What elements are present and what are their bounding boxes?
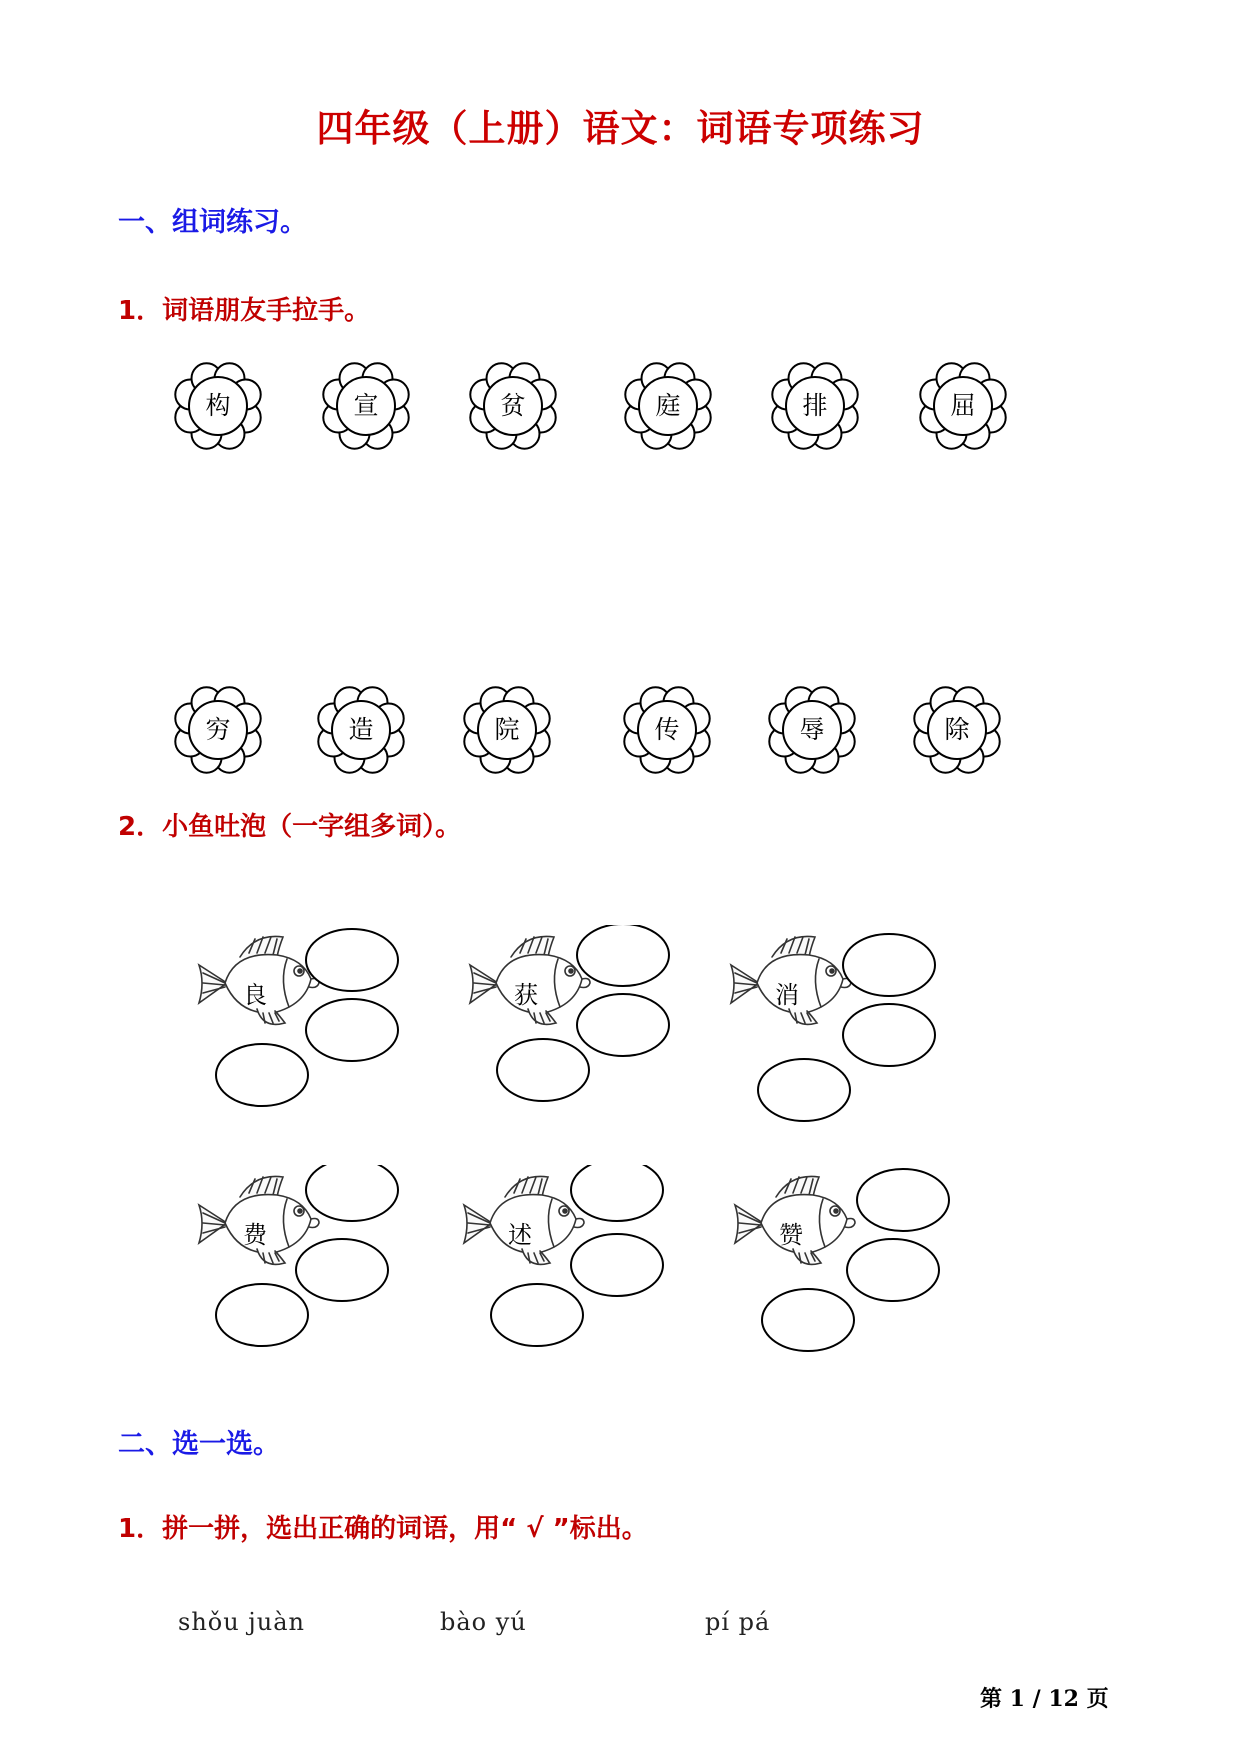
flower-character: 辱 (799, 715, 825, 744)
section-2-heading: 二、选一选。 (118, 1429, 280, 1460)
fish-icon (731, 1165, 981, 1365)
page-title: 四年级（上册）语文：词语专项练习 (316, 106, 925, 150)
answer-bubble[interactable] (306, 1165, 398, 1221)
answer-bubble[interactable] (577, 994, 669, 1056)
flower-character: 贫 (500, 391, 526, 420)
fish-group (460, 1165, 710, 1365)
fish-group (731, 1165, 981, 1365)
answer-bubble[interactable] (577, 925, 669, 986)
flower-character: 构 (205, 391, 231, 420)
answer-bubble[interactable] (762, 1289, 854, 1351)
flower-item (170, 358, 266, 454)
fish-character: 消 (775, 981, 799, 1009)
flower-item (764, 682, 860, 778)
flower-character: 院 (494, 715, 520, 744)
answer-bubble[interactable] (843, 934, 935, 996)
section-1-heading: 一、组词练习。 (118, 207, 307, 238)
flower-character: 造 (348, 715, 374, 744)
answer-bubble[interactable] (491, 1284, 583, 1346)
answer-bubble[interactable] (758, 1059, 850, 1121)
answer-bubble[interactable] (216, 1284, 308, 1346)
fish-icon (195, 925, 445, 1125)
flower-item (620, 358, 716, 454)
flower-item (318, 358, 414, 454)
flower-character: 传 (654, 715, 680, 744)
answer-bubble[interactable] (296, 1239, 388, 1301)
answer-bubble[interactable] (843, 1004, 935, 1066)
flower-item (465, 358, 561, 454)
fish-group (195, 925, 445, 1125)
flower-character: 屈 (950, 391, 976, 420)
flower-character: 庭 (655, 391, 681, 420)
question-2-label: 2．小鱼吐泡（一字组多词）。 (118, 812, 462, 842)
answer-bubble[interactable] (571, 1234, 663, 1296)
flower-item (170, 682, 266, 778)
flower-character: 宣 (353, 391, 379, 420)
answer-bubble[interactable] (216, 1044, 308, 1106)
answer-bubble[interactable] (571, 1165, 663, 1221)
flower-character: 穷 (205, 715, 231, 744)
flower-item (619, 682, 715, 778)
fish-character: 赞 (779, 1221, 803, 1249)
fish-character: 述 (508, 1221, 532, 1249)
fish-group (195, 1165, 445, 1365)
flower-item (915, 358, 1011, 454)
answer-bubble[interactable] (306, 999, 398, 1061)
flower-character: 除 (944, 715, 970, 744)
fish-icon (727, 925, 977, 1125)
flower-item (313, 682, 409, 778)
fish-icon (460, 1165, 710, 1365)
flower-item (459, 682, 555, 778)
fish-character: 良 (243, 981, 267, 1009)
flower-item (767, 358, 863, 454)
answer-bubble[interactable] (847, 1239, 939, 1301)
answer-bubble[interactable] (497, 1039, 589, 1101)
pinyin-item: bào yú (440, 1608, 527, 1636)
question-1-label: 1．词语朋友手拉手。 (118, 296, 371, 326)
pinyin-item: pí pá (705, 1608, 771, 1636)
section-2-question-1-label: 1．拼一拼，选出正确的词语，用“ √ ”标出。 (118, 1514, 648, 1544)
fish-icon (195, 1165, 445, 1365)
fish-character: 费 (243, 1221, 267, 1249)
pinyin-item: shǒu juàn (178, 1608, 305, 1636)
flower-item (909, 682, 1005, 778)
flower-character: 排 (802, 391, 828, 420)
answer-bubble[interactable] (857, 1169, 949, 1231)
page-number: 第 1 / 12 页 (980, 1686, 1109, 1712)
answer-bubble[interactable] (306, 929, 398, 991)
fish-group (466, 925, 716, 1125)
fish-group (727, 925, 977, 1125)
fish-character: 获 (514, 981, 538, 1009)
fish-icon (466, 925, 716, 1125)
